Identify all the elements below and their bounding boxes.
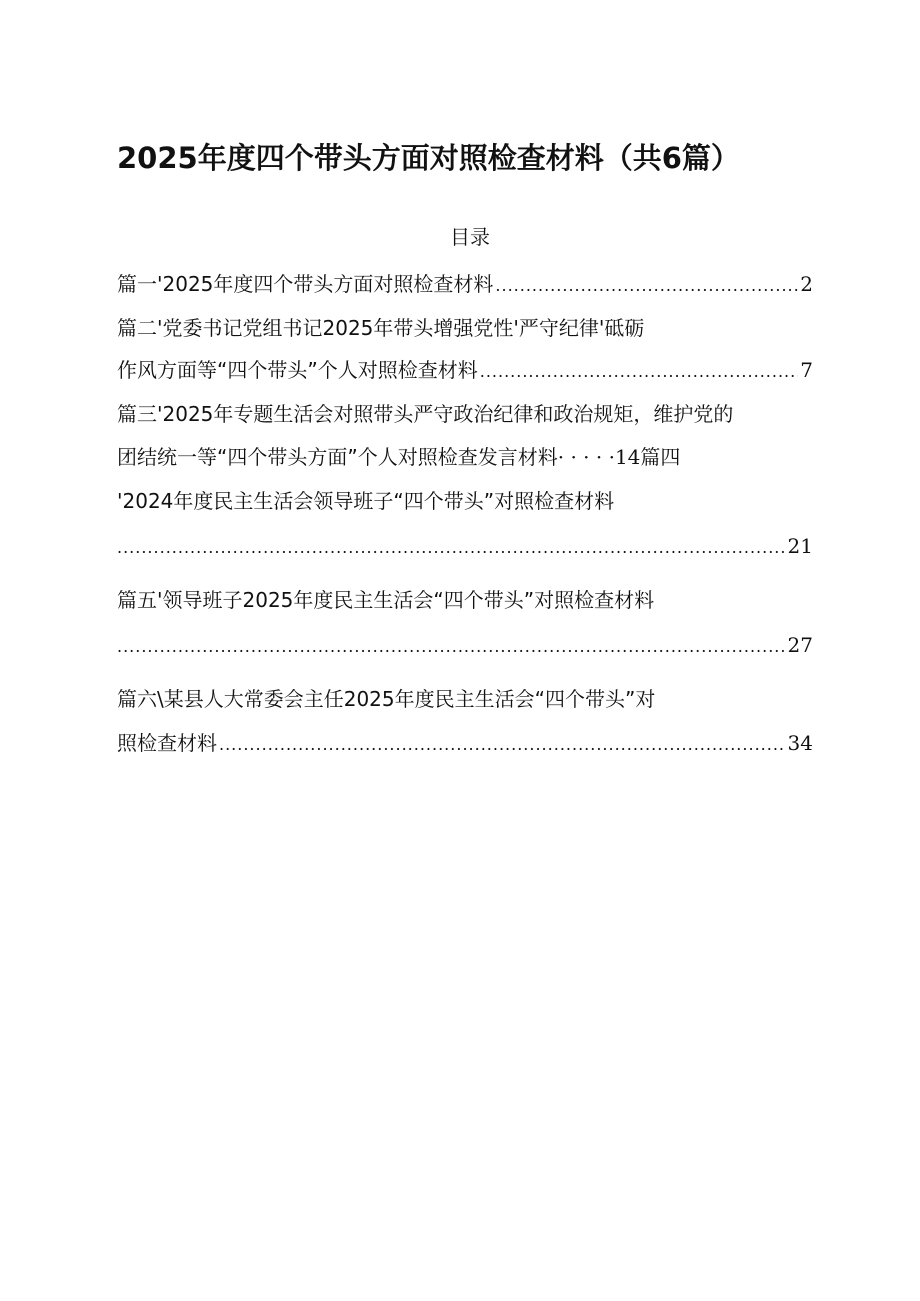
toc-entry-2-page: 7 (800, 358, 813, 382)
toc-entry-6-page: 34 (787, 731, 813, 755)
toc-entry-6-text: 照检查材料 (117, 731, 217, 755)
toc-entry-3-text: 团结统一等“四个带头方面”个人对照检查发言材料 (117, 445, 558, 469)
toc-entry-2-line2[interactable] (117, 356, 813, 386)
toc-entry-1-text: 篇一'2025年度四个带头方面对照检查材料 (117, 272, 494, 296)
toc-entry-4-line1[interactable]: '2024年度民主生活会领导班子“四个带头”对照检查材料 (117, 489, 615, 513)
toc-entry-6-line2[interactable] (117, 729, 813, 759)
toc-entry-2-line1[interactable]: 篇二'党委书记党组书记2025年带头增强党性'严守纪律'砥砺 (117, 316, 645, 340)
toc-entry-5-line2[interactable] (117, 631, 813, 661)
toc-entry-3-page: 14 (614, 445, 641, 469)
toc-entry-5-line1[interactable]: 篇五'领导班子2025年度民主生活会“四个带头”对照检查材料 (117, 588, 655, 612)
toc-heading: 目录 (450, 225, 490, 249)
toc-leader-dots (219, 731, 786, 759)
toc-entry-1[interactable] (117, 270, 813, 300)
document-title: 2025年度四个带头方面对照检查材料（共6篇） (117, 141, 740, 175)
toc-leader-dots (117, 633, 786, 661)
toc-entry-5-page: 27 (787, 633, 813, 657)
toc-leader-dots (495, 272, 798, 300)
toc-leader-dots (117, 534, 786, 562)
toc-leader-dots (480, 358, 799, 386)
toc-entry-4-page: 21 (787, 534, 813, 558)
toc-entry-2-text: 作风方面等“四个带头”个人对照检查材料 (117, 358, 478, 382)
toc-entry-6-line1[interactable]: 篇六\某县人大常委会主任2025年度民主生活会“四个带头”对 (117, 687, 656, 711)
toc-entry-4-line2[interactable] (117, 532, 813, 562)
toc-entry-1-page: 2 (800, 272, 813, 296)
toc-entry-4-prefix: 篇四 (640, 445, 681, 469)
toc-entry-3-dots: · · · · · (557, 445, 615, 469)
toc-entry-3-line2[interactable] (117, 443, 680, 471)
toc-entry-3-line1[interactable]: 篇三'2025年专题生活会对照带头严守政治纪律和政治规矩，维护党的 (117, 402, 734, 426)
